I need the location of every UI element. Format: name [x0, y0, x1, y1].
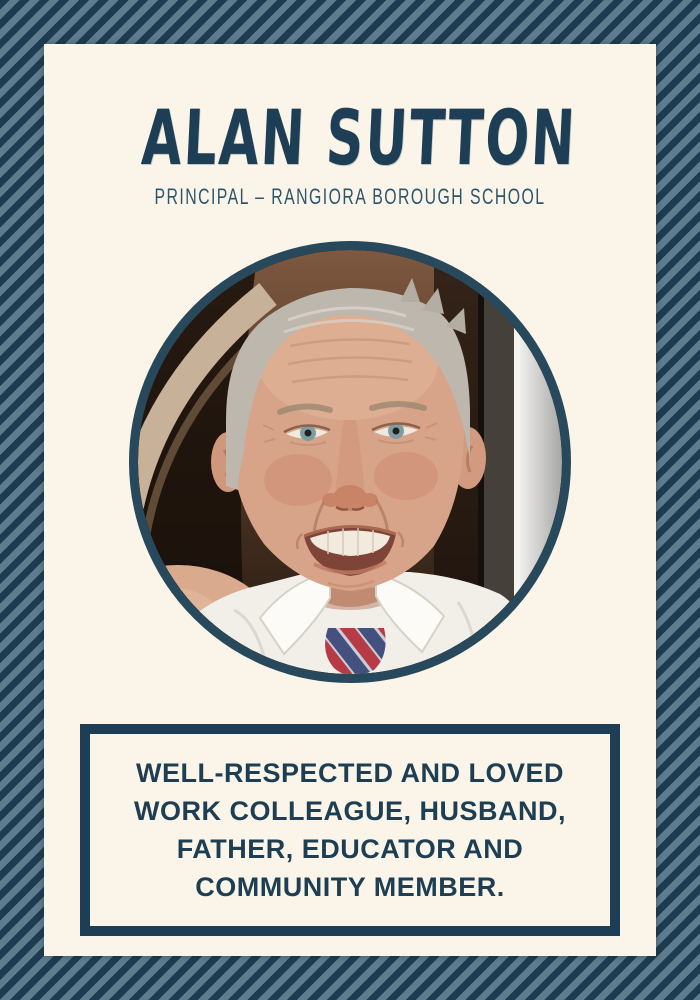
- quote-line: WELL-RESPECTED AND LOVED: [135, 758, 564, 788]
- tie-knot: [325, 628, 386, 674]
- quote-box: [80, 724, 620, 936]
- quote-line: FATHER, EDUCATOR AND: [176, 834, 524, 864]
- door-frame: [520, 250, 562, 674]
- quote-line: WORK COLLEAGUE, HUSBAND,: [134, 796, 566, 826]
- poster-title: ALAN SUTTON: [139, 93, 579, 182]
- poster-subtitle: PRINCIPAL – RANGIORA BOROUGH SCHOOL: [154, 184, 546, 209]
- content-panel: [44, 44, 656, 956]
- portrait-illustration: [138, 250, 562, 674]
- portrait-photo: [129, 241, 571, 683]
- quote-line: COMMUNITY MEMBER.: [195, 872, 505, 902]
